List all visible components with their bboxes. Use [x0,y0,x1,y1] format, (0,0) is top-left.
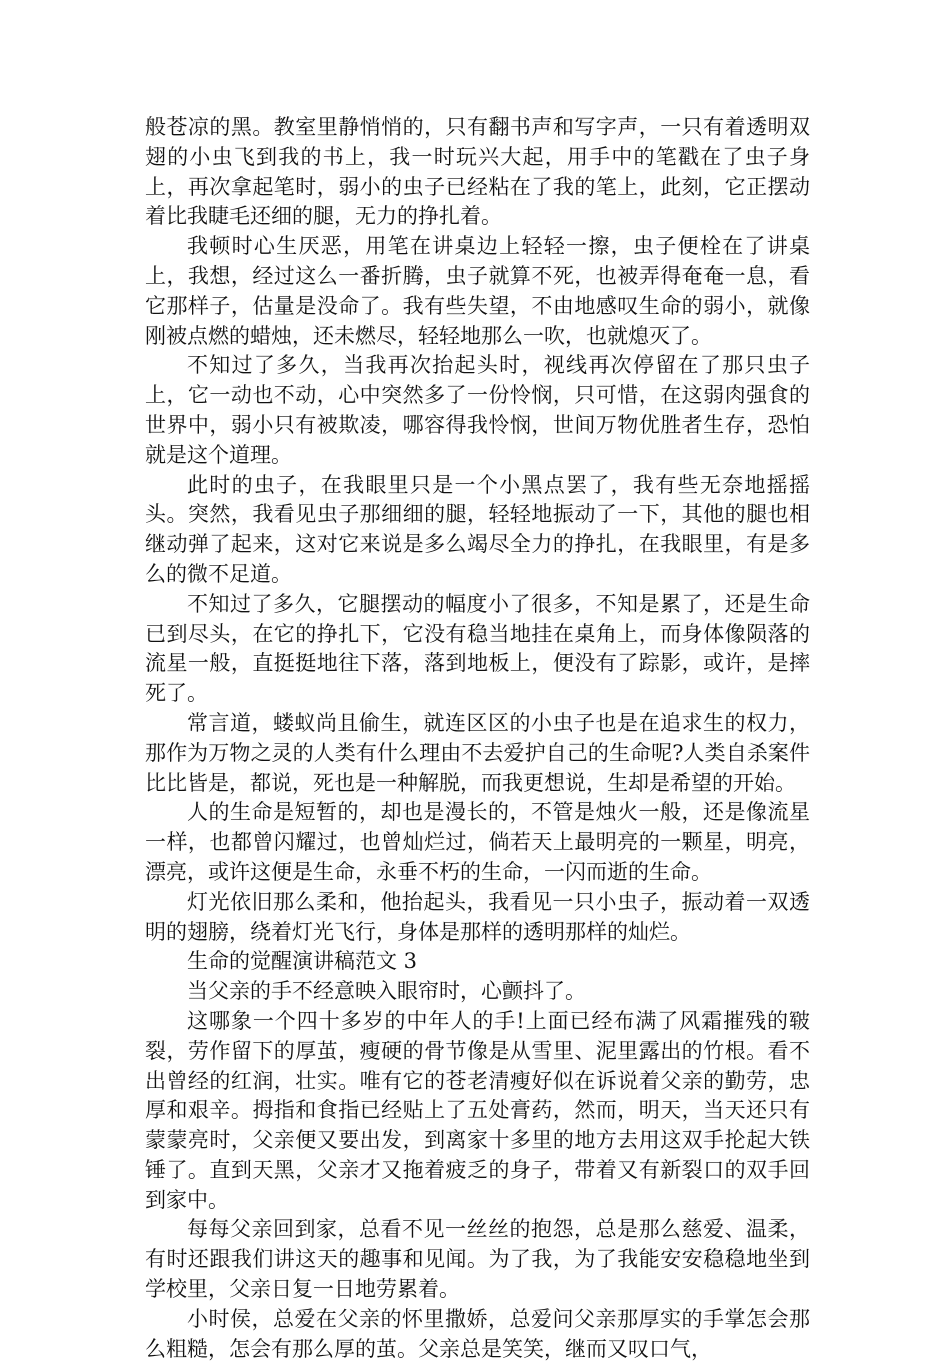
document-body [145,113,810,1364]
paragraph: 这哪象一个四十多岁的中年人的手!上面已经布满了风霜摧残的皲裂，劳作留下的厚茧，瘦硬的骨节像是从雪里、泥里露出的竹根。看不出曾经的红润，壮实。唯有它的苍老清瘦好似在诉说着父亲的勤劳，忠厚和艰辛。拇指和食指已经贴上了五处膏药，然而，明天，当天还只有蒙蒙亮时，父亲便又要出发，到离家十多里的地方去用这双手抡起大铁锤了。直到天黑，父亲才又拖着疲乏的身子，带着又有新裂口的双手回到家中。 [145,1008,810,1212]
paragraph: 每每父亲回到家，总看不见一丝丝的抱怨，总是那么慈爱、温柔，有时还跟我们讲这天的趣事和见闻。为了我，为了我能安安稳稳地坐到学校里，父亲日复一日地劳累着。 [145,1217,810,1302]
paragraph: 人的生命是短暂的，却也是漫长的，不管是烛火一般，还是像流星一样，也都曾闪耀过，也曾灿烂过，倘若天上最明亮的一颗星，明亮，漂亮，或许这便是生命，永垂不朽的生命，一闪而逝的生命。 [145,800,810,884]
paragraph: 小时侯，总爱在父亲的怀里撒娇，总爱问父亲那厚实的手掌怎会那么粗糙，怎会有那么厚的茧。父亲总是笑笑，继而又叹口气， [145,1306,810,1361]
paragraph: 般苍凉的黑。教室里静悄悄的，只有翻书声和写字声，一只有着透明双翅的小虫飞到我的书上，我一时玩兴大起，用手中的笔戳在了虫子身上，再次拿起笔时，弱小的虫子已经粘在了我的笔上，此刻，它正摆动着比我睫毛还细的腿，无力的挣扎着。 [145,115,810,229]
paragraph: 此时的虫子，在我眼里只是一个小黑点罢了，我有些无奈地摇摇头。突然，我看见虫子那细细的腿，轻轻地振动了一下，其他的腿也相继动弹了起来，这对它来说是多么竭尽全力的挣扎，在我眼里，有是多么的微不足道。 [145,472,810,586]
paragraph: 不知过了多久，当我再次抬起头时，视线再次停留在了那只虫子上，它一动也不动，心中突然多了一份怜悯，只可惜，在这弱肉强食的世界中，弱小只有被欺凌，哪容得我怜悯，世间万物优胜者生存，恐怕就是这个道理。 [145,353,810,467]
paragraph: 我顿时心生厌恶，用笔在讲桌边上轻轻一擦，虫子便栓在了讲桌上，我想，经过这么一番折腾，虫子就算不死，也被弄得奄奄一息，看它那样子，估量是没命了。我有些失望，不由地感叹生命的弱小，就像刚被点燃的蜡烛，还未燃尽，轻轻地那么一吹，也就熄灭了。 [145,234,810,348]
section-heading: 生命的觉醒演讲稿范文 3 [187,949,418,974]
paragraph: 当父亲的手不经意映入眼帘时，心颤抖了。 [187,979,586,1004]
paragraph: 不知过了多久，它腿摆动的幅度小了很多，不知是累了，还是生命已到尽头，在它的挣扎下，它没有稳当地挂在桌角上，而身体像陨落的流星一般，直挺挺地往下落，落到地板上，便没有了踪影，或许，是摔死了。 [145,591,810,706]
paragraph: 常言道，蝼蚁尚且偷生，就连区区的小虫子也是在追求生的权力，那作为万物之灵的人类有什么理由不去爱护自己的生命呢?人类自杀案件比比皆是，都说，死也是一种解脱，而我更想说，生却是希望的开始。 [145,710,810,795]
paragraph: 灯光依旧那么柔和，他抬起头，我看见一只小虫子，振动着一双透明的翅膀，绕着灯光飞行，身体是那样的透明那样的灿烂。 [145,889,810,944]
